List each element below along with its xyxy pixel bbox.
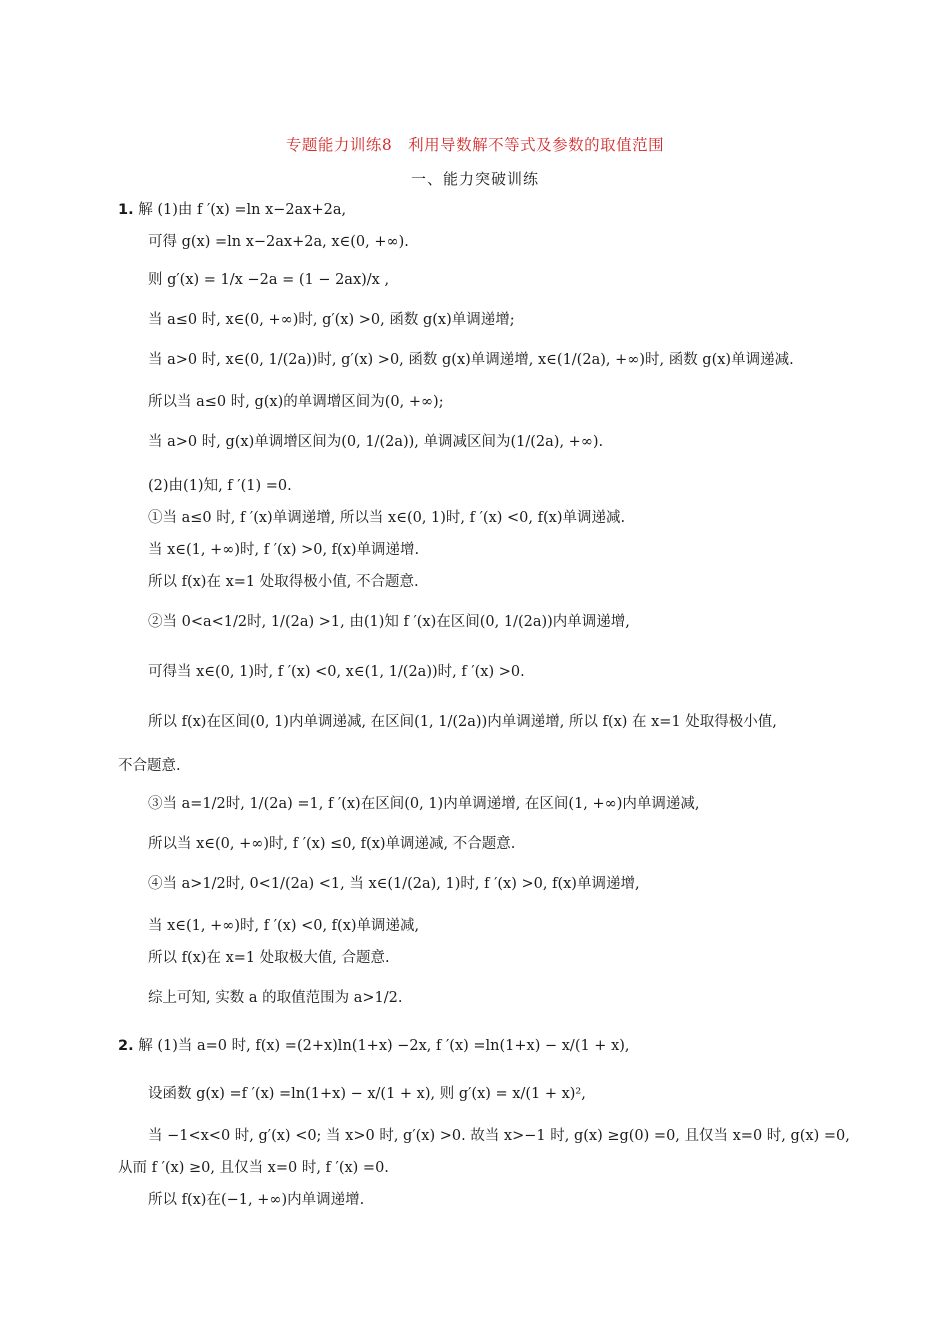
problem-1-line-6: 所以当 a≤0 时, g(x)的单调增区间为(0, +∞); <box>148 394 444 410</box>
problem-2-line-5: 所以 f(x)在(−1, +∞)内单调递增. <box>148 1192 365 1208</box>
problem-1-line-3: 则 g′(x) = 1/x −2a = (1 − 2ax)/x , <box>148 272 390 288</box>
problem-number: 2. <box>118 1038 134 1054</box>
problem-2-line-3: 当 −1<x<0 时, g′(x) <0; 当 x>0 时, g′(x) >0. 故当 x>−1 时, g(x) ≥g(0) =0, 且仅当 x=0 时, g(x) =0, <box>148 1128 850 1144</box>
problem-1-line-4: 当 a≤0 时, x∈(0, +∞)时, g′(x) >0, 函数 g(x)单调递增; <box>148 312 515 328</box>
problem-1-line-17: 所以当 x∈(0, +∞)时, f ′(x) ≤0, f(x)单调递减, 不合题意. <box>148 836 516 852</box>
problem-1-line-9: ①当 a≤0 时, f ′(x)单调递增, 所以当 x∈(0, 1)时, f ′(x) <0, f(x)单调递减. <box>148 510 626 526</box>
problem-1-line-19: 当 x∈(1, +∞)时, f ′(x) <0, f(x)单调递减, <box>148 918 420 934</box>
problem-1-line-1 <box>118 200 346 220</box>
problem-1-line-16: ③当 a=1/2时, 1/(2a) =1, f ′(x)在区间(0, 1)内单调递增, 在区间(1, +∞)内单调递减, <box>148 796 700 812</box>
problem-1-line-12: ②当 0<a<1/2时, 1/(2a) >1, 由(1)知 f ′(x)在区间(0, 1/(2a))内单调递增, <box>148 614 630 630</box>
problem-2-line-2: 设函数 g(x) =f ′(x) =ln(1+x) − x/(1 + x), 则 g′(x) = x/(1 + x)², <box>148 1086 586 1102</box>
problem-1-line-10: 当 x∈(1, +∞)时, f ′(x) >0, f(x)单调递增. <box>148 542 420 558</box>
problem-2-line-4: 从而 f ′(x) ≥0, 且仅当 x=0 时, f ′(x) =0. <box>118 1160 389 1176</box>
problem-1-line-18: ④当 a>1/2时, 0<1/(2a) <1, 当 x∈(1/(2a), 1)时, f ′(x) >0, f(x)单调递增, <box>148 876 640 892</box>
problem-1-line-14: 所以 f(x)在区间(0, 1)内单调递减, 在区间(1, 1/(2a))内单调递增, 所以 f(x) 在 x=1 处取得极小值, <box>148 714 777 730</box>
problem-2-line-1 <box>118 1036 630 1056</box>
problem-1-line-21: 综上可知, 实数 a 的取值范围为 a>1/2. <box>148 990 403 1006</box>
problem-1-line-8: (2)由(1)知, f ′(1) =0. <box>148 478 292 494</box>
section-heading: 一、能力突破训练 <box>410 170 539 188</box>
problem-1-line-15: 不合题意. <box>118 758 181 774</box>
problem-1-line-11: 所以 f(x)在 x=1 处取得极小值, 不合题意. <box>148 574 419 590</box>
solution-text: 解 (1)当 a=0 时, f(x) =(2+x)ln(1+x) −2x, f ′(x) =ln(1+x) − x/(1 + x), <box>138 1038 630 1054</box>
problem-1-line-7: 当 a>0 时, g(x)单调增区间为(0, 1/(2a)), 单调减区间为(1/(2a), +∞). <box>148 434 604 450</box>
problem-number: 1. <box>118 202 134 218</box>
problem-1-line-13: 可得当 x∈(0, 1)时, f ′(x) <0, x∈(1, 1/(2a))时, f ′(x) >0. <box>148 664 525 680</box>
problem-1-line-20: 所以 f(x)在 x=1 处取极大值, 合题意. <box>148 950 390 966</box>
solution-text: 解 (1)由 f ′(x) =ln x−2ax+2a, <box>138 202 347 218</box>
page-title: 专题能力训练8 利用导数解不等式及参数的取值范围 <box>285 136 665 154</box>
problem-1-line-2: 可得 g(x) =ln x−2ax+2a, x∈(0, +∞). <box>148 234 409 250</box>
problem-1-line-5: 当 a>0 时, x∈(0, 1/(2a))时, g′(x) >0, 函数 g(x)单调递增, x∈(1/(2a), +∞)时, 函数 g(x)单调递减. <box>148 352 794 368</box>
